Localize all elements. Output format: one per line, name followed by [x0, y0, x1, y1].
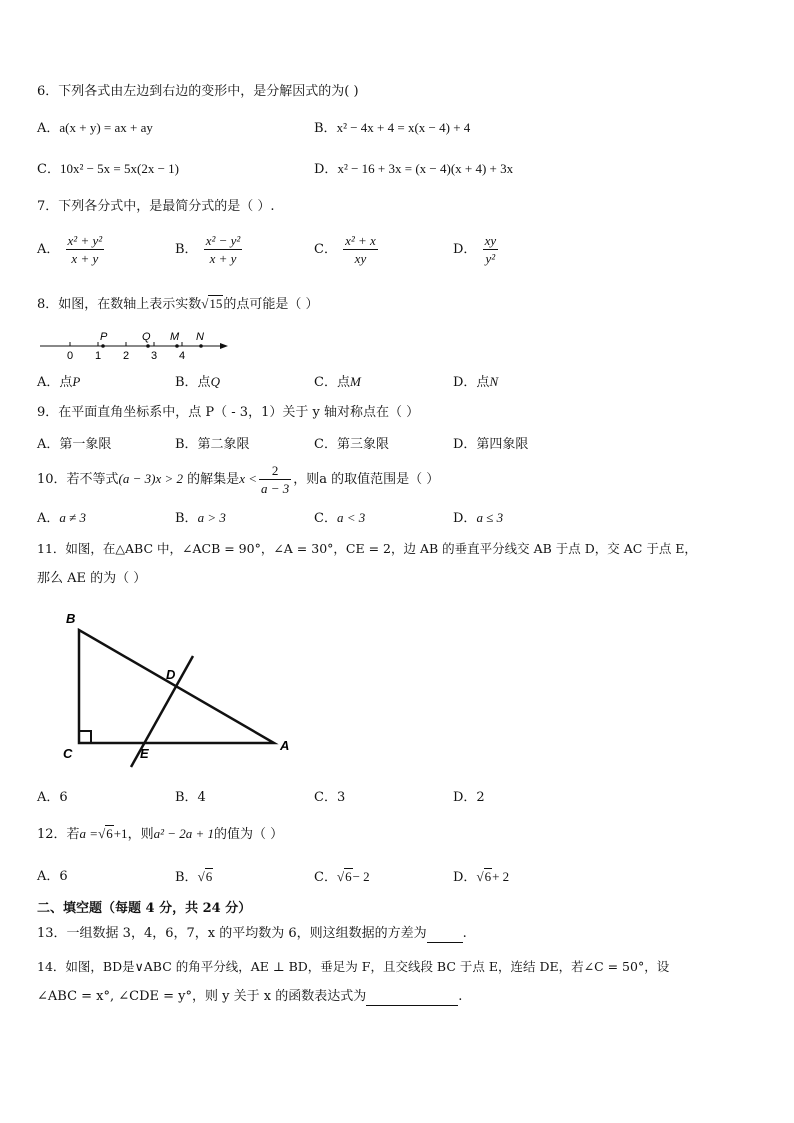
numerator: 2	[259, 462, 291, 480]
option-text: a ≠ 3	[59, 510, 87, 525]
answer-blank[interactable]	[366, 991, 458, 1006]
stem-text: ，则	[127, 827, 154, 842]
q10-stem	[37, 462, 439, 497]
numerator: x² − y²	[205, 233, 241, 248]
sqrt: √6	[476, 869, 492, 884]
q8-option-a[interactable]	[37, 373, 80, 392]
q7-option-a[interactable]	[37, 232, 106, 267]
option-text: N	[489, 374, 499, 389]
point-label-d: D	[166, 667, 176, 682]
option-text: P	[72, 374, 81, 389]
expression: a² − 2a + 1	[153, 826, 215, 841]
stem-text: 的值为（ ）	[214, 827, 284, 842]
option-tail: − 2	[352, 869, 370, 884]
q13-stem	[37, 925, 467, 943]
q6-option-b[interactable]	[314, 119, 470, 138]
numerator: x² + y²	[67, 233, 103, 248]
option-label: B．	[314, 121, 337, 136]
point-label-q: Q	[142, 331, 151, 343]
radicand: 6	[345, 869, 352, 884]
q10-option-a[interactable]	[37, 509, 86, 528]
point-n	[199, 344, 203, 348]
denominator: xy	[354, 251, 367, 266]
stem-end: .	[458, 989, 463, 1004]
inequality: (a − 3)x > 2	[118, 471, 184, 486]
q8-stem	[37, 295, 319, 314]
q6-option-a[interactable]	[37, 119, 153, 138]
fraction	[343, 232, 378, 267]
q14-stem-line2	[37, 988, 462, 1006]
q9-stem: 9．在平面直角坐标系中，点 P（ - 3，1）关于 y 轴对称点在（ ）	[37, 405, 420, 420]
option-label: D．点	[453, 375, 490, 390]
option-label: C．	[314, 511, 337, 526]
sqrt: √6	[98, 826, 113, 841]
q11-option-d[interactable]: D．2	[453, 790, 485, 805]
fraction	[66, 232, 105, 267]
sqrt: √15	[201, 296, 223, 311]
radicand: 6	[106, 826, 113, 841]
q6-option-d[interactable]	[314, 160, 513, 179]
q10-option-c[interactable]	[314, 509, 365, 528]
option-label: B．	[175, 511, 198, 526]
q6-stem: 6．下列各式由左边到右边的变形中，是分解因式的为( )	[37, 84, 359, 99]
tick-label-2: 2	[123, 350, 130, 362]
option-label: C．	[37, 162, 60, 177]
option-text: Q	[210, 374, 220, 389]
tick-label-0: 0	[67, 350, 74, 362]
option-label: A．	[37, 511, 60, 526]
axis-arrow	[220, 343, 228, 349]
point-q	[146, 344, 150, 348]
q12-option-a[interactable]: A．6	[37, 869, 68, 884]
q6-option-c[interactable]	[37, 160, 179, 179]
fraction	[259, 462, 291, 497]
q14-stem-line1: 14．如图，BD是∨ABC 的角平分线，AE ⊥ BD，垂足为 F，且交线段 BC 于点 E，连结 DE，若∠C = 50°，设	[37, 959, 670, 974]
option-text: a ≤ 3	[476, 510, 504, 525]
option-label: A．	[37, 121, 60, 136]
sqrt: √6	[336, 869, 352, 884]
q8-option-c[interactable]	[314, 373, 361, 392]
radicand: 6	[205, 869, 213, 884]
option-label: C．	[314, 870, 337, 885]
option-label: D．	[453, 511, 477, 526]
triangle-figure	[55, 608, 305, 778]
q7-option-d[interactable]	[453, 232, 500, 267]
stem-end: .	[462, 926, 467, 941]
radicand: 6	[484, 869, 492, 884]
point-m	[175, 344, 179, 348]
q11-option-c[interactable]: C．3	[314, 790, 346, 805]
q11-option-b[interactable]: B．4	[175, 790, 206, 805]
q11-option-a[interactable]: A．6	[37, 790, 68, 805]
denominator: y²	[485, 251, 496, 266]
point-label-p: P	[100, 331, 108, 343]
stem-text: 8．如图，在数轴上表示实数	[37, 297, 202, 312]
numerator: xy	[484, 233, 497, 248]
option-text: a(x + y) = ax + ay	[59, 120, 153, 135]
denominator: x + y	[209, 251, 237, 266]
section-2-title: 二、填空题（每题 4 分，共 24 分）	[37, 901, 252, 916]
q12-option-d[interactable]	[453, 868, 509, 887]
option-text: M	[349, 374, 361, 389]
point-label-e: E	[140, 746, 149, 761]
tick-label-1: 1	[95, 350, 102, 362]
number-line-figure	[30, 326, 240, 366]
q8-option-b[interactable]	[175, 373, 220, 392]
option-label: B．	[175, 870, 198, 885]
q12-option-b[interactable]	[175, 868, 213, 887]
q10-option-d[interactable]	[453, 509, 503, 528]
option-label: D．	[453, 870, 477, 885]
option-label: C．点	[314, 375, 350, 390]
option-text: a > 3	[197, 510, 226, 525]
q7-stem: 7．下列各分式中，是最简分式的是（ ）.	[37, 199, 275, 214]
option-label: D．	[453, 242, 477, 257]
vertex-label-c: C	[63, 746, 73, 761]
q12-stem	[37, 825, 283, 844]
radicand: 15	[209, 296, 223, 311]
point-label-m: M	[170, 331, 180, 343]
q12-option-c[interactable]	[314, 868, 370, 887]
numerator: x² + x	[345, 233, 376, 248]
option-label: B．点	[175, 375, 211, 390]
right-angle-mark	[79, 731, 91, 743]
stem-text: 的解集是	[187, 472, 240, 487]
stem-text: ，则a 的取值范围是（ ）	[293, 472, 440, 487]
fraction	[483, 232, 499, 267]
point-label-n: N	[196, 331, 204, 343]
stem-text: 的点可能是（ ）	[223, 297, 319, 312]
stem-text: ∠ABC = x°, ∠CDE = y°，则 y 关于 x 的函数表达式为	[37, 989, 367, 1004]
denominator: a − 3	[260, 481, 290, 496]
q9-option-a[interactable]: A．第一象限	[37, 437, 112, 452]
sqrt: √6	[197, 869, 213, 884]
tick-label-3: 3	[151, 350, 158, 362]
q10-option-b[interactable]	[175, 509, 226, 528]
option-text: x² − 4x + 4 = x(x − 4) + 4	[336, 120, 471, 135]
plus-one: +1	[113, 826, 128, 841]
fraction	[204, 232, 243, 267]
q7-option-b[interactable]	[175, 232, 244, 267]
option-text: x² − 16 + 3x = (x − 4)(x + 4) + 3x	[337, 161, 514, 176]
stem-text: 13．一组数据 3，4，6，7，x 的平均数为 6，则这组数据的方差为	[37, 926, 427, 941]
tick-label-4: 4	[179, 350, 186, 362]
option-label: B．	[175, 242, 198, 257]
vertex-label-a: A	[280, 738, 290, 753]
stem-text: 10．若不等式	[37, 472, 119, 487]
option-text: a < 3	[336, 510, 366, 525]
vertex-label-b: B	[66, 611, 76, 626]
a-equals: a =	[79, 826, 99, 841]
q9-option-c[interactable]: C．第三象限	[314, 437, 389, 452]
q11-stem-line2: 那么 AE 的为（ ）	[37, 571, 147, 586]
option-label: A．点	[37, 375, 73, 390]
q7-option-c[interactable]	[314, 232, 380, 267]
stem-text: 12．若	[37, 827, 80, 842]
q9-option-d[interactable]: D．第四象限	[453, 437, 529, 452]
x-less-than: x <	[239, 471, 257, 486]
option-label: C．	[314, 242, 337, 257]
option-label: A．	[37, 242, 60, 257]
q11-stem-line1: 11．如图，在△ABC 中，∠ACB = 90°，∠A = 30°，CE = 2，边 AB 的垂直平分线交 AB 于点 D，交 AC 于点 E，	[37, 541, 697, 556]
denominator: x + y	[71, 251, 99, 266]
option-label: D．	[314, 162, 338, 177]
point-p	[101, 344, 105, 348]
option-tail: + 2	[492, 869, 510, 884]
q8-option-d[interactable]	[453, 373, 498, 392]
answer-blank[interactable]	[427, 928, 463, 943]
option-text: 10x² − 5x = 5x(2x − 1)	[59, 161, 180, 176]
q9-option-b[interactable]: B．第二象限	[175, 437, 250, 452]
